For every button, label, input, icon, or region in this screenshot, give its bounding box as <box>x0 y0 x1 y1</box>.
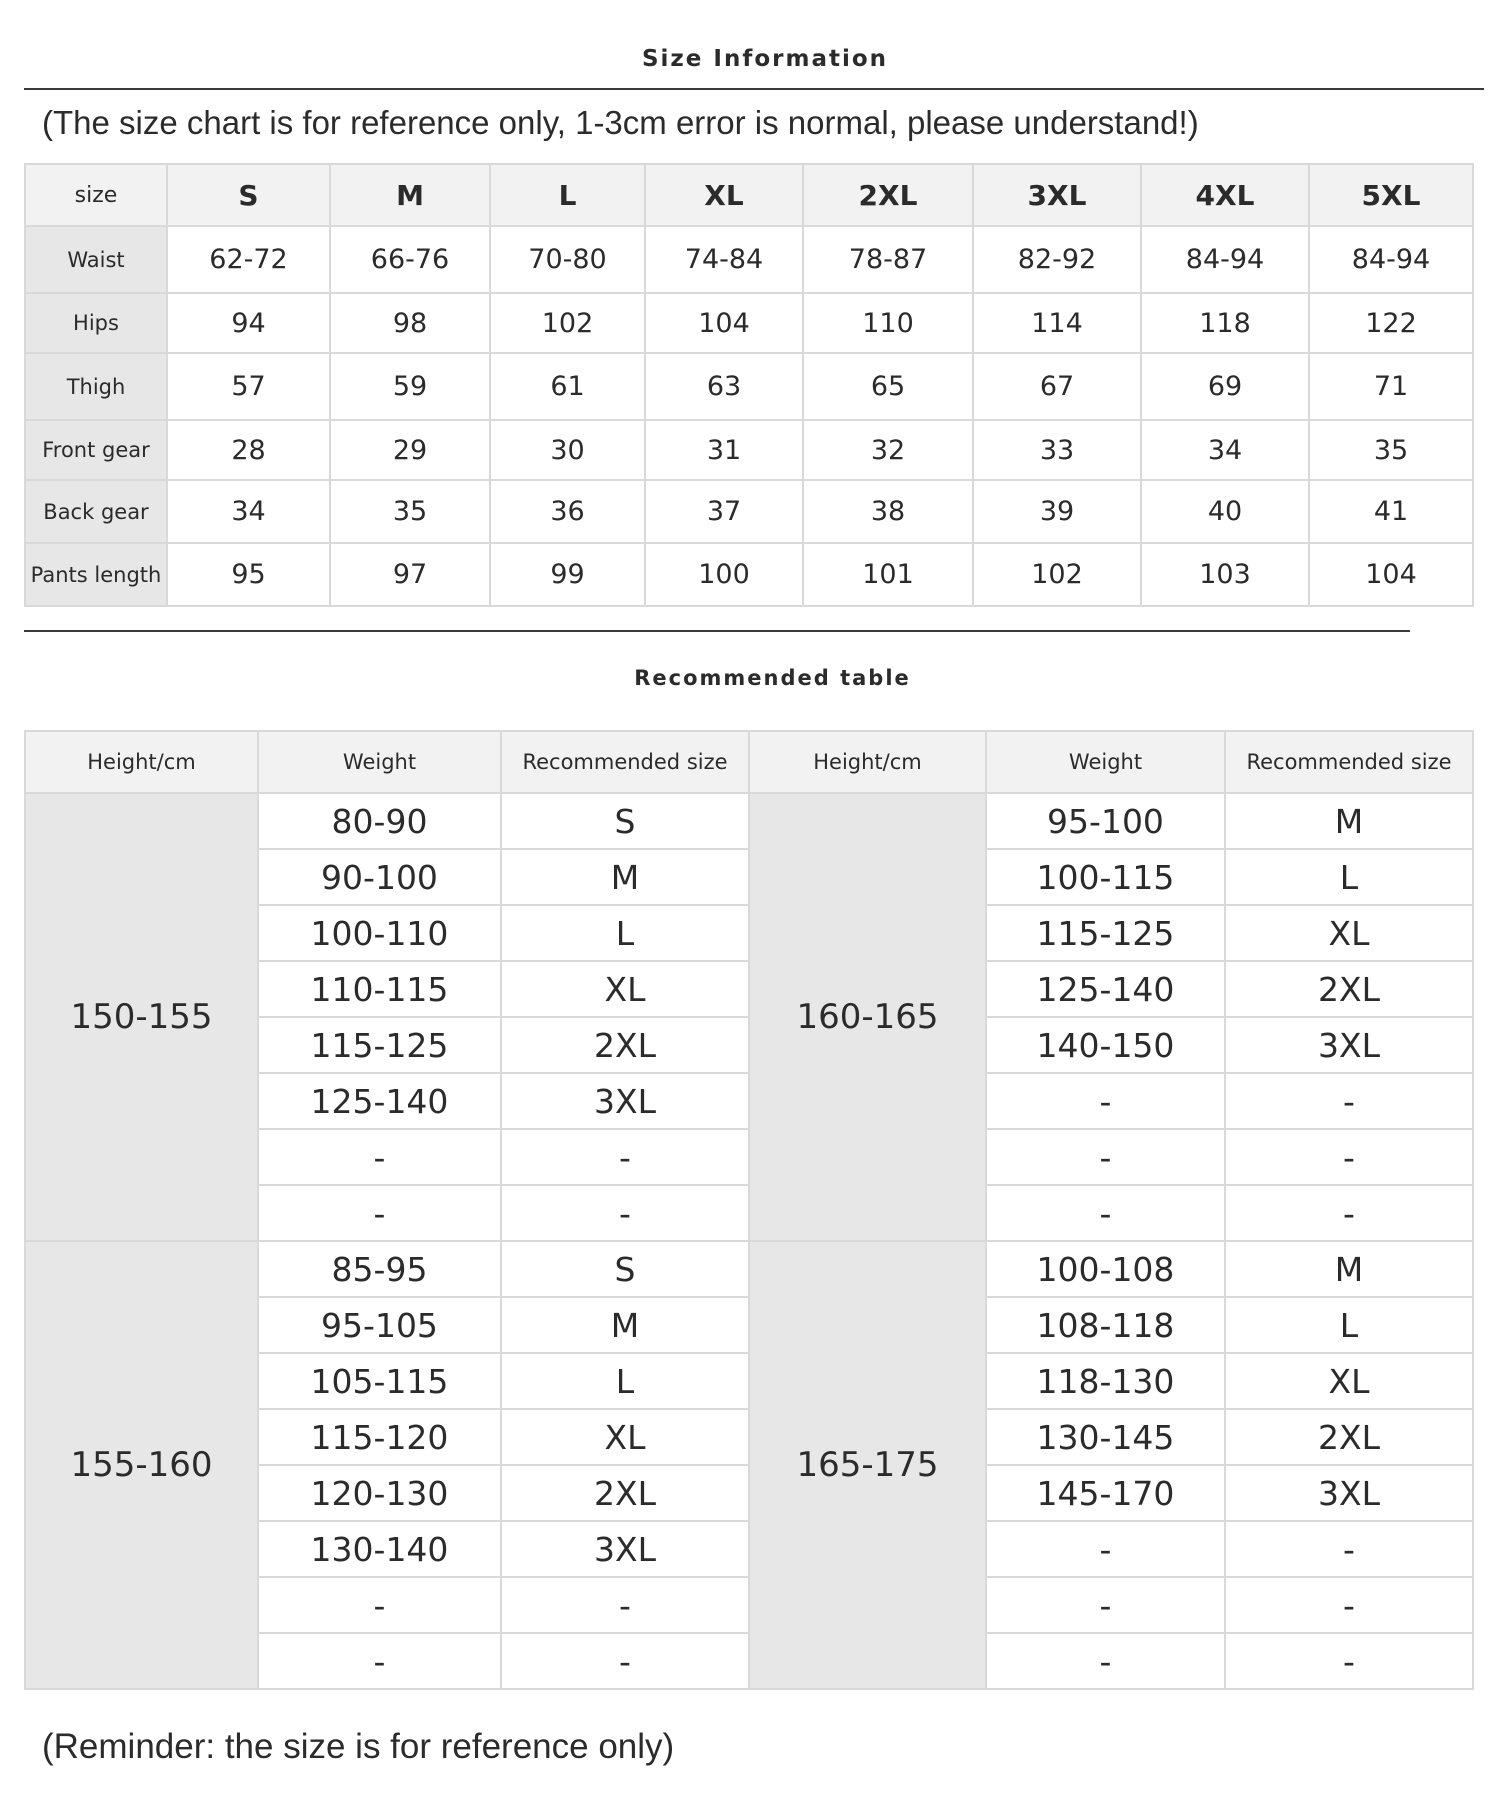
weight-cell: 115-120 <box>258 1409 501 1465</box>
recommended-size-cell: 3XL <box>1225 1465 1473 1521</box>
weight-cell: 130-140 <box>258 1521 501 1577</box>
measurement-label: Thigh <box>25 353 167 420</box>
weight-cell: 80-90 <box>258 793 501 849</box>
recommended-size-cell: L <box>501 905 749 961</box>
weight-cell: 85-95 <box>258 1241 501 1297</box>
measurement-value: 41 <box>1309 480 1473 543</box>
size-row <box>25 480 1473 543</box>
height-range-cell: 155-160 <box>25 1241 258 1689</box>
measurement-value: 103 <box>1141 543 1309 606</box>
measurement-value: 98 <box>330 293 490 353</box>
size-row <box>25 420 1473 480</box>
recommended-size-header: Recommended size <box>1225 731 1473 793</box>
recommended-size-cell: - <box>1225 1073 1473 1129</box>
weight-cell: 105-115 <box>258 1353 501 1409</box>
measurement-label: Hips <box>25 293 167 353</box>
size-information-table <box>24 163 1474 607</box>
measurement-value: 35 <box>1309 420 1473 480</box>
measurement-value: 36 <box>490 480 645 543</box>
weight-cell: - <box>258 1577 501 1633</box>
weight-cell: 130-145 <box>986 1409 1225 1465</box>
weight-cell: - <box>258 1129 501 1185</box>
recommended-table <box>24 730 1474 1690</box>
weight-cell: - <box>986 1185 1225 1241</box>
weight-header: Weight <box>258 731 501 793</box>
measurement-value: 70-80 <box>490 226 645 293</box>
measurement-value: 34 <box>167 480 330 543</box>
size-header: M <box>330 164 490 226</box>
recommended-size-cell: - <box>1225 1633 1473 1689</box>
recommended-size-cell: M <box>1225 793 1473 849</box>
measurement-value: 110 <box>803 293 973 353</box>
measurement-value: 101 <box>803 543 973 606</box>
measurement-value: 122 <box>1309 293 1473 353</box>
measurement-label: Front gear <box>25 420 167 480</box>
size-header-row <box>25 164 1473 226</box>
weight-cell: 120-130 <box>258 1465 501 1521</box>
weight-cell: 140-150 <box>986 1017 1225 1073</box>
measurement-value: 59 <box>330 353 490 420</box>
measurement-value: 69 <box>1141 353 1309 420</box>
measurement-value: 35 <box>330 480 490 543</box>
measurement-value: 99 <box>490 543 645 606</box>
recommended-size-cell: - <box>501 1633 749 1689</box>
recommended-size-cell: 2XL <box>501 1017 749 1073</box>
size-header: L <box>490 164 645 226</box>
recommended-size-cell: 2XL <box>1225 961 1473 1017</box>
recommended-row <box>25 1241 1473 1297</box>
weight-cell: 95-105 <box>258 1297 501 1353</box>
height-header: Height/cm <box>25 731 258 793</box>
measurement-value: 114 <box>973 293 1141 353</box>
weight-header: Weight <box>986 731 1225 793</box>
measurement-value: 104 <box>645 293 803 353</box>
recommended-size-cell: L <box>1225 849 1473 905</box>
weight-cell: 110-115 <box>258 961 501 1017</box>
recommended-size-cell: S <box>501 1241 749 1297</box>
size-row <box>25 293 1473 353</box>
recommended-size-cell: M <box>501 849 749 905</box>
measurement-value: 34 <box>1141 420 1309 480</box>
weight-cell: 90-100 <box>258 849 501 905</box>
weight-cell: 108-118 <box>986 1297 1225 1353</box>
measurement-value: 95 <box>167 543 330 606</box>
recommended-size-cell: 3XL <box>1225 1017 1473 1073</box>
measurement-value: 38 <box>803 480 973 543</box>
recommended-size-cell: - <box>501 1577 749 1633</box>
recommended-size-cell: - <box>501 1129 749 1185</box>
recommended-title: Recommended table <box>634 666 911 690</box>
measurement-value: 97 <box>330 543 490 606</box>
measurement-value: 84-94 <box>1141 226 1309 293</box>
measurement-value: 82-92 <box>973 226 1141 293</box>
measurement-value: 65 <box>803 353 973 420</box>
recommended-size-cell: - <box>501 1185 749 1241</box>
measurement-value: 104 <box>1309 543 1473 606</box>
recommended-row <box>25 793 1473 849</box>
size-header: 3XL <box>973 164 1141 226</box>
size-header: 4XL <box>1141 164 1309 226</box>
recommended-size-cell: L <box>501 1353 749 1409</box>
measurement-value: 94 <box>167 293 330 353</box>
measurement-value: 102 <box>490 293 645 353</box>
weight-cell: - <box>986 1073 1225 1129</box>
size-row <box>25 353 1473 420</box>
measurement-value: 102 <box>973 543 1141 606</box>
weight-cell: 118-130 <box>986 1353 1225 1409</box>
measurement-value: 67 <box>973 353 1141 420</box>
height-range-cell: 165-175 <box>749 1241 986 1689</box>
recommended-size-cell: - <box>1225 1185 1473 1241</box>
measurement-value: 118 <box>1141 293 1309 353</box>
top-divider <box>24 88 1484 90</box>
measurement-value: 32 <box>803 420 973 480</box>
weight-cell: 115-125 <box>258 1017 501 1073</box>
measurement-value: 31 <box>645 420 803 480</box>
measurement-value: 57 <box>167 353 330 420</box>
measurement-value: 30 <box>490 420 645 480</box>
measurement-label: Back gear <box>25 480 167 543</box>
weight-cell: 125-140 <box>258 1073 501 1129</box>
weight-cell: 100-110 <box>258 905 501 961</box>
measurement-value: 66-76 <box>330 226 490 293</box>
weight-cell: - <box>258 1185 501 1241</box>
weight-cell: - <box>986 1521 1225 1577</box>
size-header: 2XL <box>803 164 973 226</box>
size-corner-label: size <box>25 164 167 226</box>
measurement-value: 29 <box>330 420 490 480</box>
recommended-size-cell: 3XL <box>501 1521 749 1577</box>
recommended-size-cell: - <box>1225 1577 1473 1633</box>
measurement-value: 71 <box>1309 353 1473 420</box>
recommended-size-cell: 2XL <box>1225 1409 1473 1465</box>
recommended-size-cell: 2XL <box>501 1465 749 1521</box>
measurement-value: 33 <box>973 420 1141 480</box>
recommended-size-cell: XL <box>501 961 749 1017</box>
recommended-header-row <box>25 731 1473 793</box>
recommended-size-cell: L <box>1225 1297 1473 1353</box>
measurement-value: 28 <box>167 420 330 480</box>
measurement-label: Waist <box>25 226 167 293</box>
size-header: S <box>167 164 330 226</box>
size-header: XL <box>645 164 803 226</box>
recommended-size-cell: XL <box>501 1409 749 1465</box>
size-header: 5XL <box>1309 164 1473 226</box>
recommended-size-cell: - <box>1225 1521 1473 1577</box>
height-range-cell: 150-155 <box>25 793 258 1241</box>
weight-cell: 100-115 <box>986 849 1225 905</box>
reference-note: (The size chart is for reference only, 1-3cm error is normal, please understand!) <box>42 104 1199 141</box>
recommended-size-cell: XL <box>1225 905 1473 961</box>
measurement-value: 84-94 <box>1309 226 1473 293</box>
recommended-size-cell: S <box>501 793 749 849</box>
weight-cell: - <box>986 1129 1225 1185</box>
measurement-value: 63 <box>645 353 803 420</box>
weight-cell: 125-140 <box>986 961 1225 1017</box>
recommended-size-cell: - <box>1225 1129 1473 1185</box>
weight-cell: - <box>986 1633 1225 1689</box>
weight-cell: - <box>986 1577 1225 1633</box>
height-range-cell: 160-165 <box>749 793 986 1241</box>
weight-cell: 95-100 <box>986 793 1225 849</box>
measurement-value: 61 <box>490 353 645 420</box>
weight-cell: 145-170 <box>986 1465 1225 1521</box>
measurement-value: 100 <box>645 543 803 606</box>
measurement-value: 78-87 <box>803 226 973 293</box>
recommended-size-header: Recommended size <box>501 731 749 793</box>
reminder-note: (Reminder: the size is for reference only) <box>42 1727 675 1766</box>
height-header: Height/cm <box>749 731 986 793</box>
size-row <box>25 226 1473 293</box>
measurement-value: 74-84 <box>645 226 803 293</box>
weight-cell: - <box>258 1633 501 1689</box>
measurement-value: 37 <box>645 480 803 543</box>
size-row <box>25 543 1473 606</box>
measurement-value: 62-72 <box>167 226 330 293</box>
recommended-size-cell: 3XL <box>501 1073 749 1129</box>
recommended-size-cell: M <box>1225 1241 1473 1297</box>
weight-cell: 115-125 <box>986 905 1225 961</box>
measurement-value: 40 <box>1141 480 1309 543</box>
recommended-size-cell: M <box>501 1297 749 1353</box>
page-title: Size Information <box>641 46 889 72</box>
recommended-size-cell: XL <box>1225 1353 1473 1409</box>
measurement-value: 39 <box>973 480 1141 543</box>
weight-cell: 100-108 <box>986 1241 1225 1297</box>
measurement-label: Pants length <box>25 543 167 606</box>
middle-divider <box>24 630 1410 632</box>
